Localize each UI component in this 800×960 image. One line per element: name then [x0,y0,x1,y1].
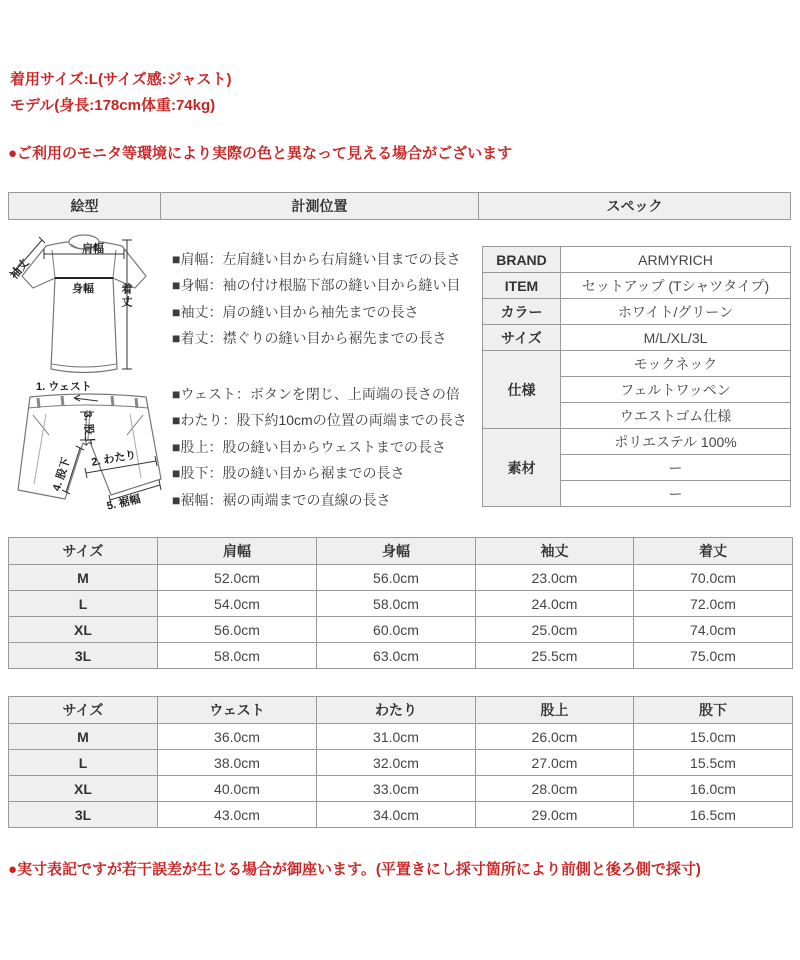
spec-label: 仕様 [483,351,561,429]
table-row [9,643,793,669]
spec-label: 素材 [483,429,561,507]
shorts-size-table [8,696,793,828]
measure-desc-item: ■わたり：股下約10cmの位置の両端までの長さ [172,412,467,429]
size-value-cell: 31.0cm [317,724,476,750]
column-header: わたり [317,697,476,724]
measure-desc-item: ■身幅：袖の付け根脇下部の縫い目から縫い目 [172,277,461,294]
spec-value: M/L/XL/3L [561,325,791,351]
size-value-cell: 60.0cm [317,617,476,643]
shirt-shoulder-label: 肩幅 [82,243,104,255]
size-value-cell: 25.5cm [476,643,634,669]
size-value-cell: 70.0cm [634,565,793,591]
column-header: 肩幅 [158,538,317,565]
size-value-cell: 15.5cm [634,750,793,776]
size-value-cell: 40.0cm [158,776,317,802]
shorts-thigh-label: 2. わたり [90,449,138,469]
column-header: 着丈 [634,538,793,565]
spec-table [482,246,791,507]
spec-value: フェルトワッペン [561,377,791,403]
measure-desc-item: ■ウェスト：ボタンを閉じ、上両端の長さの倍 [172,386,460,402]
size-value-cell: 16.5cm [634,802,793,828]
measure-desc-item: ■着丈：襟ぐりの縫い目から裾先までの長さ [172,330,447,347]
size-value-cell: 38.0cm [158,750,317,776]
column-header-measure-position: 計測位置 [161,193,479,220]
spec-value: ウエストゴム仕様 [561,403,791,429]
size-value-cell: 15.0cm [634,724,793,750]
spec-label: ITEM [483,273,561,299]
spec-row [483,273,791,299]
column-header: 股下 [634,697,793,724]
shorts-waist-label: 1. ウェスト [36,381,92,393]
size-label-cell: L [9,591,158,617]
table-row [9,750,793,776]
column-header: 身幅 [317,538,476,565]
measure-desc-item: ■股上：股の縫い目からウェストまでの長さ [172,438,446,455]
measure-desc-item: ■袖丈：肩の縫い目から袖先までの長さ [172,303,419,320]
size-value-cell: 72.0cm [634,591,793,617]
table-row [9,591,793,617]
size-value-cell: 16.0cm [634,776,793,802]
size-label-cell: M [9,565,158,591]
spec-label: サイズ [483,325,561,351]
monitor-color-note: ●ご利用のモニタ等環境により実際の色と異なって見える場合がございます [8,145,513,162]
spec-label: カラー [483,299,561,325]
size-value-cell: 56.0cm [317,565,476,591]
size-value-cell: 43.0cm [158,802,317,828]
size-value-cell: 34.0cm [317,802,476,828]
wear-size-note: 着用サイズ:L(サイズ感:ジャスト) [10,71,232,88]
size-value-cell: 36.0cm [158,724,317,750]
spec-row [483,325,791,351]
shirt-chest-label: 身幅 [72,283,94,295]
size-value-cell: 54.0cm [158,591,317,617]
table-header-row [9,193,791,220]
column-header: ウェスト [158,697,317,724]
model-info-note: モデル(身長:178cm体重:74kg) [10,97,216,114]
spec-value: ホワイト/グリーン [561,299,791,325]
column-header: 袖丈 [476,538,634,565]
spec-value: セットアップ (Tシャツタイプ) [561,273,791,299]
shorts-inseam-label: 4. 股下 [50,456,73,493]
size-value-cell: 63.0cm [317,643,476,669]
size-value-cell: 52.0cm [158,565,317,591]
garment-illustration [8,228,164,518]
spec-value: ー [561,481,791,507]
measure-desc-item: ■肩幅：左肩縫い目から右肩縫い目までの長さ [172,251,461,267]
size-value-cell: 29.0cm [476,802,634,828]
size-label-cell: 3L [9,802,158,828]
column-header: サイズ [9,697,158,724]
size-value-cell: 25.0cm [476,617,634,643]
spec-label: BRAND [483,247,561,273]
spec-row [483,429,791,455]
size-value-cell: 26.0cm [476,724,634,750]
measure-desc-item: ■裾幅：裾の両端までの直線の長さ [172,491,391,508]
size-value-cell: 33.0cm [317,776,476,802]
size-value-cell: 58.0cm [317,591,476,617]
measure-desc-item: ■股下：股の縫い目から裾までの長さ [172,465,405,482]
size-label-cell: XL [9,776,158,802]
measurement-tolerance-note: ●実寸表記ですが若干誤差が生じる場合が御座います。(平置きにし採寸箇所により前側と後ろ側で採寸) [8,861,701,878]
table-row [9,724,793,750]
size-label-cell: M [9,724,158,750]
shorts-hem-label: 5. 裾幅 [105,493,142,513]
column-header-drawing: 絵型 [9,193,161,220]
shirt-size-table [8,537,793,669]
spec-row [483,299,791,325]
size-value-cell: 75.0cm [634,643,793,669]
shirt-sleeve-label: 袖丈 [8,257,32,282]
table-row [9,617,793,643]
size-value-cell: 24.0cm [476,591,634,617]
spec-value: モックネック [561,351,791,377]
size-value-cell: 32.0cm [317,750,476,776]
table-header-row [9,538,793,565]
garment-sketch [8,228,164,518]
spec-row [483,247,791,273]
shirt-length-label: 着丈 [120,283,132,309]
size-value-cell: 28.0cm [476,776,634,802]
shorts-measure-descriptions [172,381,467,513]
info-header-table [8,192,791,220]
spec-value: ポリエステル 100% [561,429,791,455]
size-label-cell: 3L [9,643,158,669]
spec-value: ー [561,455,791,481]
size-value-cell: 58.0cm [158,643,317,669]
column-header-spec: スペック [479,193,791,220]
table-row [9,776,793,802]
spec-value: ARMYRICH [561,247,791,273]
size-value-cell: 74.0cm [634,617,793,643]
shirt-measure-descriptions [172,246,460,352]
spec-row [483,351,791,377]
size-value-cell: 23.0cm [476,565,634,591]
column-header: サイズ [9,538,158,565]
column-header: 股上 [476,697,634,724]
size-label-cell: XL [9,617,158,643]
size-value-cell: 27.0cm [476,750,634,776]
table-row [9,802,793,828]
table-header-row [9,697,793,724]
size-label-cell: L [9,750,158,776]
size-value-cell: 56.0cm [158,617,317,643]
shorts-rise-label: 3. 股上 [81,411,96,447]
table-row [9,565,793,591]
